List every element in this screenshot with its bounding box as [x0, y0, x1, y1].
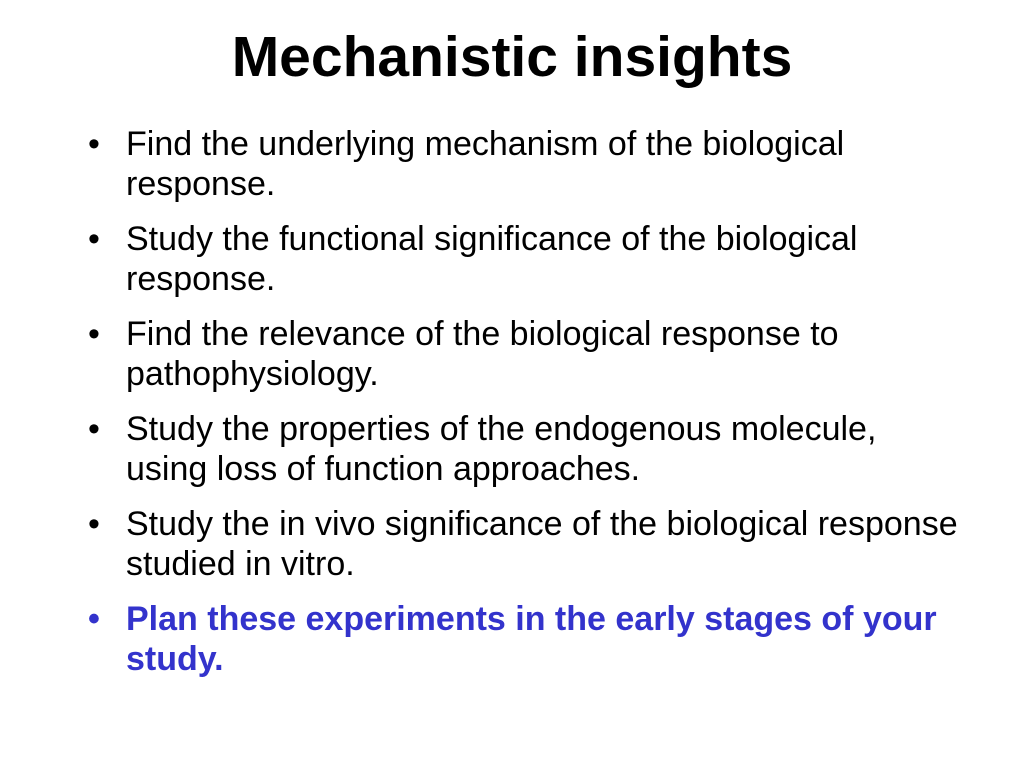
bullet-item: [84, 124, 964, 204]
bullet-icon: •: [88, 505, 100, 543]
bullet-item-highlight: [84, 599, 964, 679]
bullet-item: [84, 504, 964, 584]
bullet-text: Study the properties of the endogenous molecule, using loss of function approaches.: [126, 410, 877, 488]
bullet-text: Find the underlying mechanism of the biological response.: [126, 125, 845, 203]
bullet-icon: •: [88, 220, 100, 258]
bullet-list: [84, 124, 964, 694]
bullet-item: [84, 314, 964, 394]
bullet-item: [84, 409, 964, 489]
bullet-icon: •: [88, 410, 100, 448]
bullet-icon: •: [88, 125, 100, 163]
bullet-text: Study the functional significance of the biological response.: [126, 220, 858, 298]
bullet-item: [84, 219, 964, 299]
slide-title: Mechanistic insights: [231, 25, 793, 89]
bullet-icon: •: [88, 600, 100, 638]
bullet-text-highlight: Plan these experiments in the early stages of your study.: [126, 600, 937, 678]
bullet-text: Study the in vivo significance of the biological response studied in vitro.: [126, 505, 958, 583]
bullet-icon: •: [88, 315, 100, 353]
bullet-text: Find the relevance of the biological response to pathophysiology.: [126, 315, 839, 393]
